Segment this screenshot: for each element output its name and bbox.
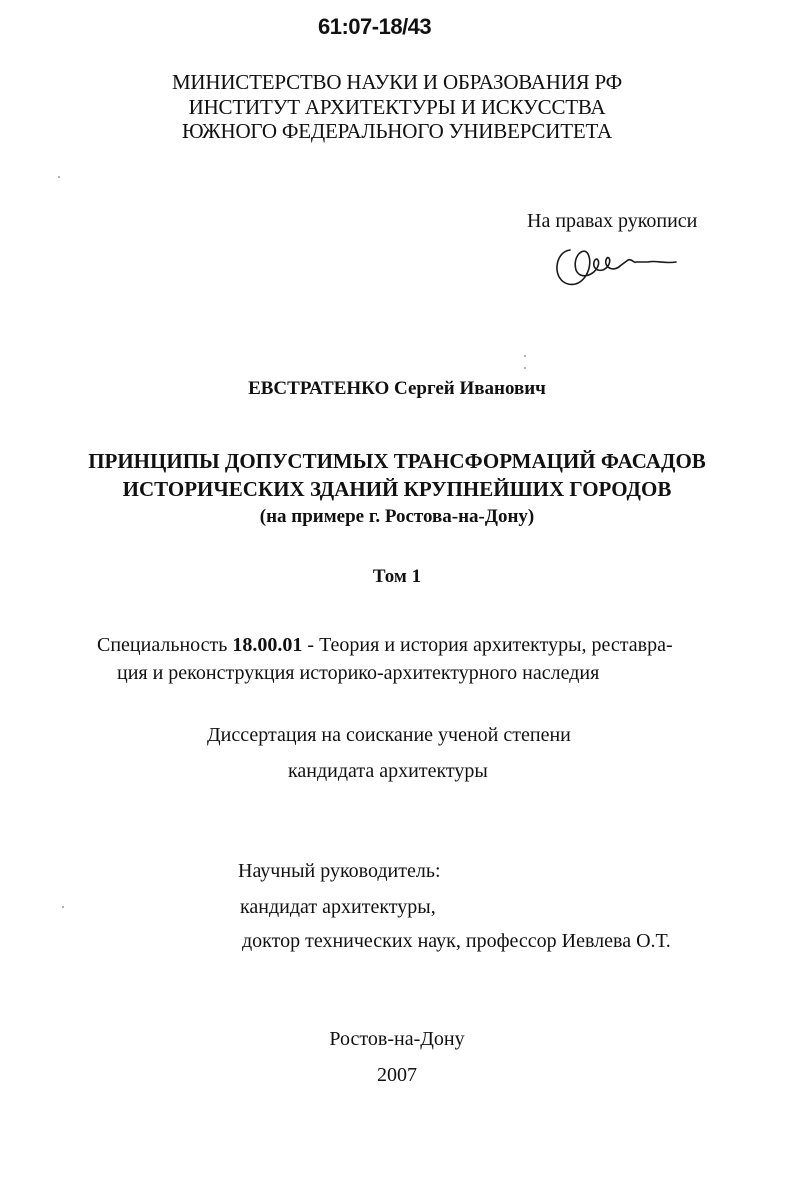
year: 2007 bbox=[377, 1064, 417, 1086]
specialty-line1 bbox=[97, 630, 673, 660]
archive-code: 61:07-18/43 bbox=[318, 14, 432, 39]
handwritten-signature bbox=[548, 236, 688, 296]
dissertation-degree-line2: кандидата архитектуры bbox=[288, 760, 488, 782]
specialty-description-line2: ция и реконструкция историко-архитектурного наследия bbox=[117, 662, 600, 684]
manuscript-rights: На правах рукописи bbox=[527, 210, 698, 232]
supervisor-heading: Научный руководитель: bbox=[238, 860, 441, 882]
organization-line-ministry: МИНИСТЕРСТВО НАУКИ И ОБРАЗОВАНИЯ РФ bbox=[171, 70, 623, 94]
dissertation-degree-line1: Диссертация на соискание ученой степени bbox=[207, 724, 571, 746]
specialty-code: 18.00.01 bbox=[232, 634, 303, 656]
supervisor-degree2-name: доктор технических наук, профессор Иевлева О.Т. bbox=[242, 930, 671, 952]
city: Ростов-на-Дону bbox=[329, 1028, 465, 1050]
signature-stroke bbox=[557, 250, 676, 284]
dissertation-title-line1: ПРИНЦИПЫ ДОПУСТИМЫХ ТРАНСФОРМАЦИЙ ФАСАДОВ bbox=[88, 449, 706, 473]
volume-label: Том 1 bbox=[372, 566, 422, 587]
scan-speck bbox=[524, 367, 526, 369]
scan-speck bbox=[58, 176, 60, 178]
organization-line-institute: ИНСТИТУТ АРХИТЕКТУРЫ И ИСКУССТВА bbox=[188, 95, 606, 119]
scan-speck bbox=[62, 906, 64, 908]
author-name: ЕВСТРАТЕНКО Сергей Иванович bbox=[248, 378, 546, 399]
dissertation-title-line2: ИСТОРИЧЕСКИХ ЗДАНИЙ КРУПНЕЙШИХ ГОРОДОВ bbox=[122, 477, 672, 501]
organization-line-university: ЮЖНОГО ФЕДЕРАЛЬНОГО УНИВЕРСИТЕТА bbox=[181, 119, 613, 143]
dissertation-subtitle: (на примере г. Ростова-на-Дону) bbox=[259, 506, 535, 527]
specialty-prefix: Специальность bbox=[97, 634, 228, 656]
specialty-description-line1: - Теория и история архитектуры, реставра- bbox=[307, 634, 673, 656]
supervisor-degree1: кандидат архитектуры, bbox=[240, 896, 436, 918]
scan-speck bbox=[524, 355, 526, 357]
